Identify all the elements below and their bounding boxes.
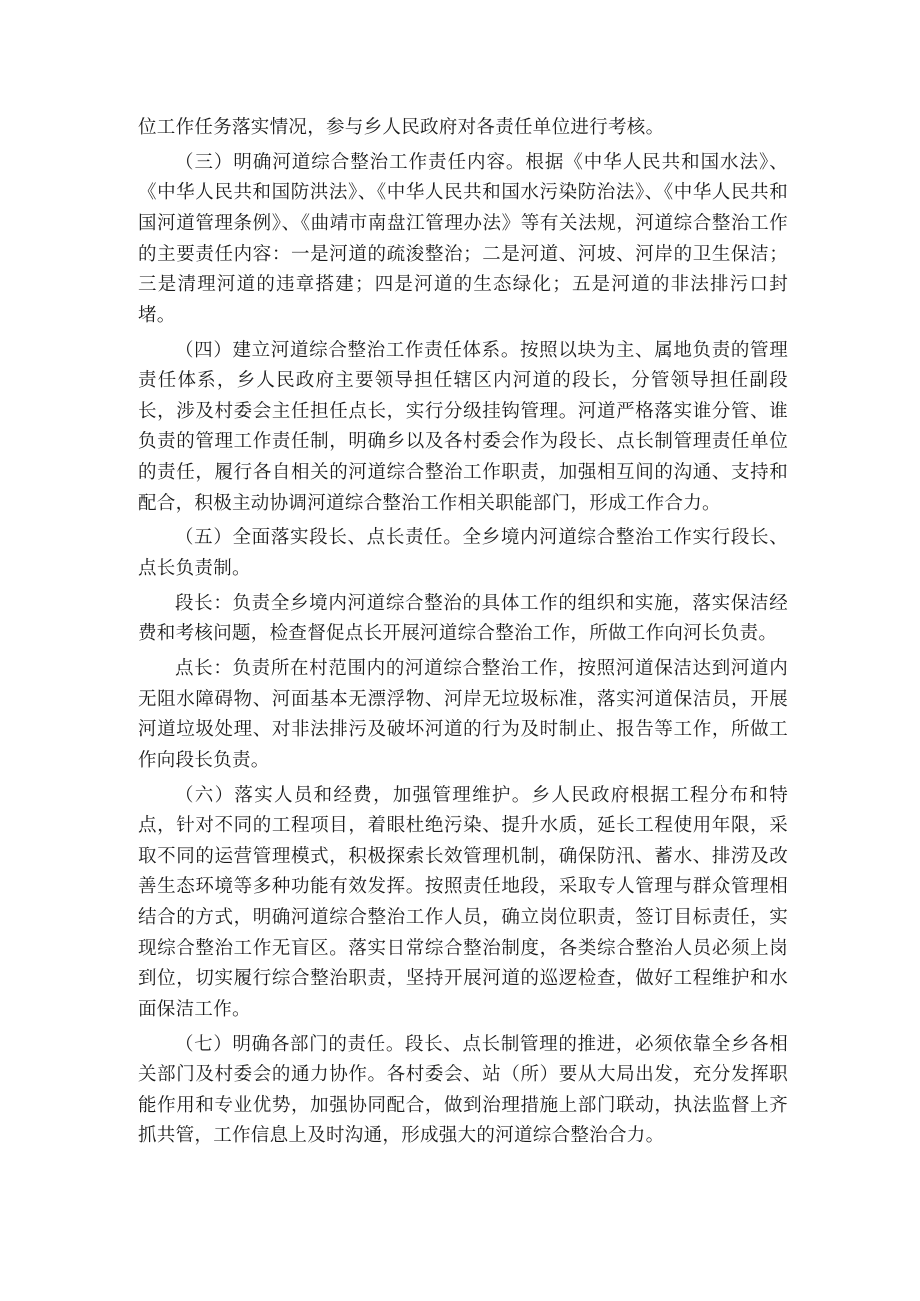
paragraph-continued: 位工作任务落实情况，参与乡人民政府对各责任单位进行考核。	[138, 117, 665, 138]
paragraph-section-3: （三）明确河道综合整治工作责任内容。根据《中华人民共和国水法》、《中华人民共和国防洪法》、《中华人民共和国水污染防治法》、《中华人民共和国河道管理条例》、《曲靖市南盘江管理办法》等有关法规，河道综合整治工作的主要责任内容：一是河道的疏浚整治；二是河道、河坡、河岸的卫生保洁；三是清理河道的违章搭建；四是河道的生态绿化；五是河道的非法排污口封堵。	[138, 151, 788, 326]
paragraph-section-7: （七）明确各部门的责任。段长、点长制管理的推进，必须依靠全乡各相关部门及村委会的通力协作。各村委会、站（所）要从大局出发，充分发挥职能作用和专业优势，加强协同配合，做到治理措施上部门联动，执法监督上齐抓共管，工作信息上及时沟通，形成强大的河道综合整治合力。	[138, 1033, 788, 1147]
paragraph-section-6: （六）落实人员和经费，加强管理维护。乡人民政府根据工程分布和特点，针对不同的工程项目，着眼杜绝污染、提升水质，延长工程使用年限，采取不同的运营管理模式，积极探索长效管理机制，确保防汛、蓄水、排涝及改善生态环境等多种功能有效发挥。按照责任地段，采取专人管理与群众管理相结合的方式，明确河道综合整治工作人员，确立岗位职责，签订目标责任，实现综合整治工作无盲区。落实日常综合整治制度，各类综合整治人员必须上岗到位，切实履行综合整治职责，坚持开展河道的巡逻检查，做好工程维护和水面保洁工作。	[138, 784, 788, 1020]
paragraph-section-4: （四）建立河道综合整治工作责任体系。按照以块为主、属地负责的管理责任体系，乡人民政府主要领导担任辖区内河道的段长，分管领导担任副段长，涉及村委会主任担任点长，实行分级挂钩管理。河道严格落实谁分管、谁负责的管理工作责任制，明确乡以及各村委会作为段长、点长制管理责任单位的责任，履行各自相关的河道综合整治工作职责，加强相互间的沟通、支持和配合，积极主动协调河道综合整治工作相关职能部门，形成工作合力。	[138, 339, 788, 514]
paragraph-section-leader: 段长：负责全乡境内河道综合整治的具体工作的组织和实施，落实保洁经费和考核问题，检查督促点长开展河道综合整治工作，所做工作向河长负责。	[138, 592, 788, 645]
paragraph-point-leader: 点长：负责所在村范围内的河道综合整治工作，按照河道保洁达到河道内无阻水障碍物、河面基本无漂浮物、河岸无垃圾标准，落实河道保洁员，开展河道垃圾处理、对非法排污及破坏河道的行为及时制止、报告等工作，所做工作向段长负责。	[138, 658, 788, 771]
paragraph-section-5: （五）全面落实段长、点长责任。全乡境内河道综合整治工作实行段长、点长负责制。	[138, 527, 788, 579]
document-page	[138, 113, 788, 1156]
